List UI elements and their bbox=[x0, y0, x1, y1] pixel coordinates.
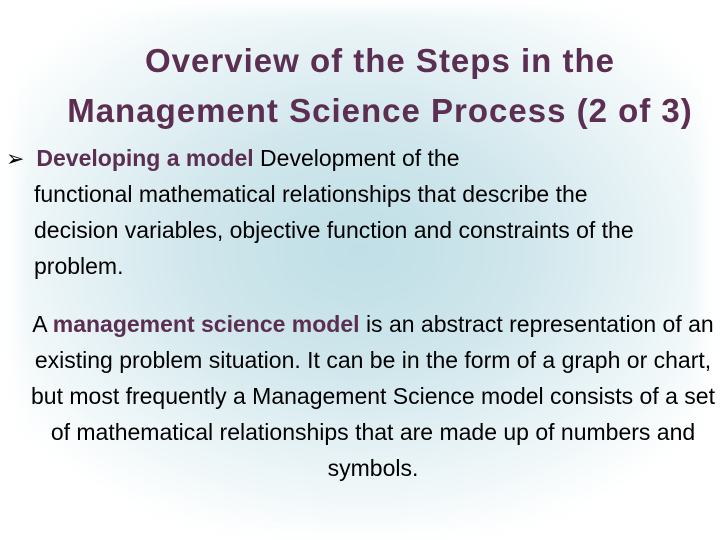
bullet-definition-start: Development of the bbox=[260, 145, 460, 171]
bullet-definition: functional mathematical relationships that describe the decision variables, objective function and constraints of the problem. bbox=[34, 181, 634, 279]
arrow-bullet-icon: ➢ bbox=[6, 146, 25, 171]
bullet-term: Developing a model bbox=[36, 145, 254, 171]
slide-title: Overview of the Steps in the Management Science Process (2 of 3) bbox=[67, 42, 693, 129]
bullet-item bbox=[6, 140, 706, 177]
paragraph-lead: A bbox=[32, 311, 47, 337]
body-paragraph bbox=[28, 306, 718, 486]
paragraph-body: is an abstract representation of an existing problem situation. It can be in the form of a graph or chart, but most frequently a Management Science model consists of a set of mathematical relationships that are made up of numbers and symbols. bbox=[31, 311, 715, 481]
highlighted-term: management science model bbox=[52, 311, 360, 337]
